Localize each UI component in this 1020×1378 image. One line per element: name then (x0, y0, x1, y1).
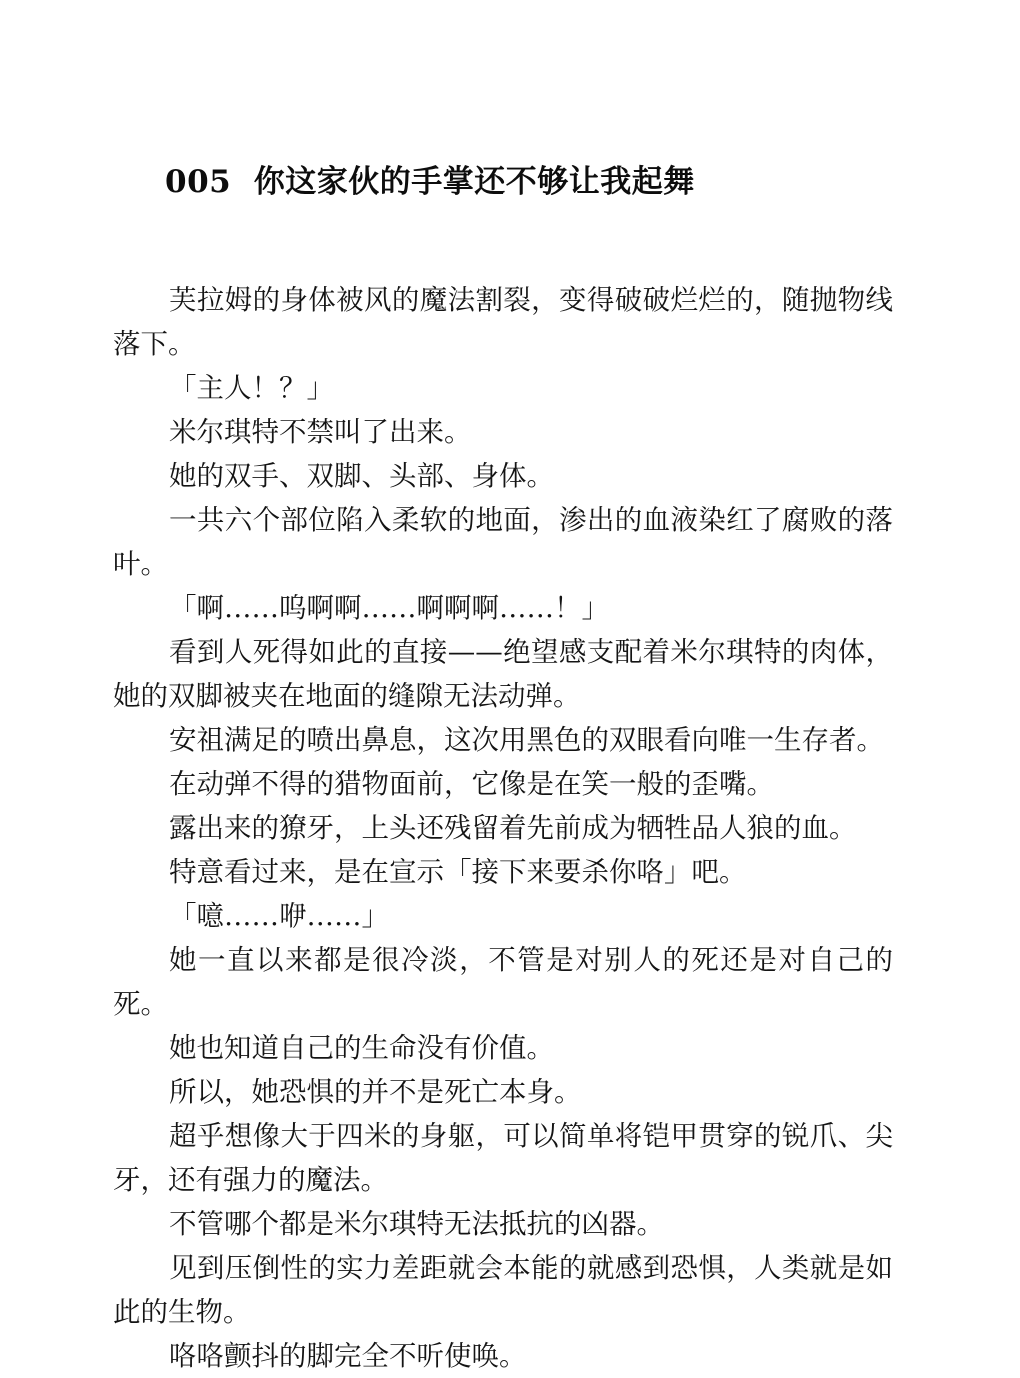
paragraph: 超乎想像大于四米的身躯，可以简单将铠甲贯穿的锐爪、尖牙，还有强力的魔法。 (113, 1120, 893, 1196)
paragraph: 安祖满足的喷出鼻息，这次用黑色的双眼看向唯一生存者。 (169, 724, 884, 756)
paragraph: 芙拉姆的身体被风的魔法割裂，变得破破烂烂的，随抛物线落下。 (113, 284, 893, 360)
paragraph: 咯咯颤抖的脚完全不听使唤。 (169, 1340, 527, 1372)
chapter-title: 005 你这家伙的手掌还不够让我起舞 (165, 164, 695, 200)
paragraph: 在动弹不得的猎物面前，它像是在笑一般的歪嘴。 (169, 768, 774, 800)
paragraph-dialogue: 「噫……咿……」 (169, 900, 389, 932)
paragraph: 特意看过来，是在宣示「接下来要杀你咯」吧。 (169, 856, 747, 888)
paragraph: 她一直以来都是很冷淡，不管是对别人的死还是对自己的死。 (113, 944, 893, 1020)
paragraph: 见到压倒性的实力差距就会本能的就感到恐惧，人类就是如此的生物。 (113, 1252, 893, 1328)
paragraph: 一共六个部位陷入柔软的地面，渗出的血液染红了腐败的落叶。 (113, 504, 893, 580)
paragraph-dialogue: 「主人！？」 (169, 372, 334, 404)
paragraph: 不管哪个都是米尔琪特无法抵抗的凶器。 (169, 1208, 664, 1240)
body-text-container (113, 278, 893, 1378)
paragraph: 她的双手、双脚、头部、身体。 (169, 460, 554, 492)
page-content (113, 160, 893, 1378)
paragraph-dialogue: 「啊……呜啊啊……啊啊啊……！」 (169, 592, 609, 624)
paragraph: 所以，她恐惧的并不是死亡本身。 (169, 1076, 582, 1108)
paragraph: 她也知道自己的生命没有价值。 (169, 1032, 554, 1064)
paragraph: 露出来的獠牙，上头还残留着先前成为牺牲品人狼的血。 (169, 812, 857, 844)
paragraph: 米尔琪特不禁叫了出来。 (169, 416, 472, 448)
paragraph: 看到人死得如此的直接——绝望感支配着米尔琪特的肉体，她的双脚被夹在地面的缝隙无法动弹。 (113, 636, 893, 712)
